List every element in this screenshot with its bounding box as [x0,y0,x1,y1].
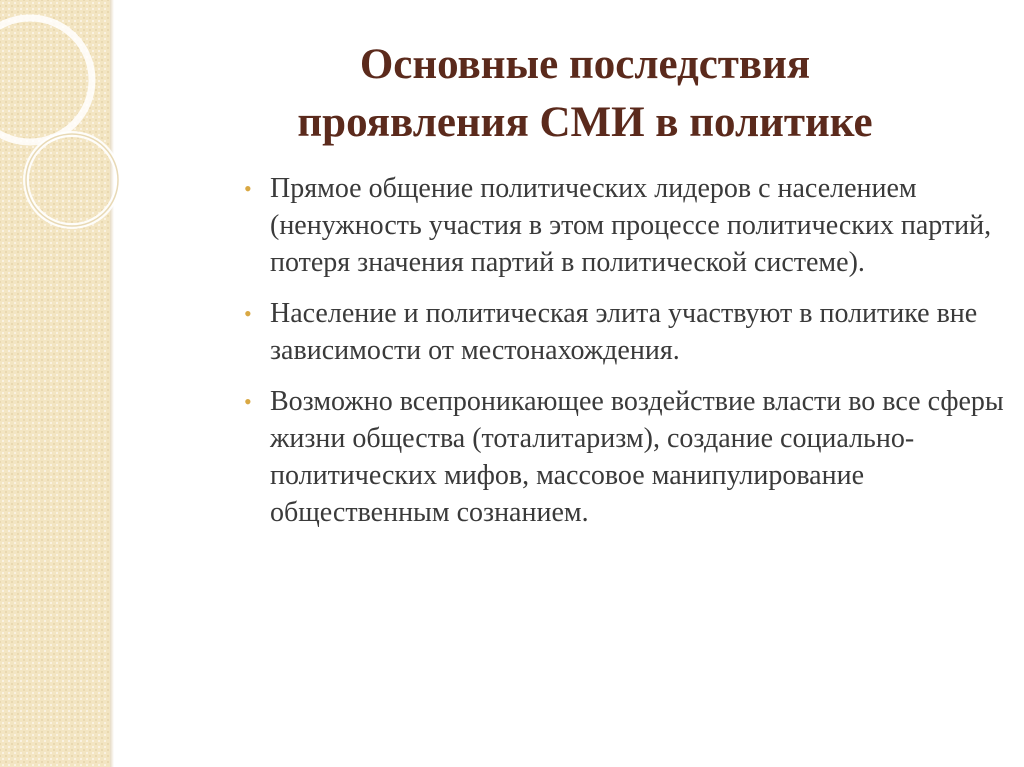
slide-title-line-2: проявления СМИ в политике [297,99,873,146]
bullet-item-3 [244,383,1004,531]
decorative-rings [0,0,130,260]
bullet-dot-icon: • [244,301,252,326]
bullet-text-2: Население и политическая элита участвуют в политике вне зависимости от местонахождения. [270,298,978,366]
bullet-item-1 [244,170,1004,281]
bullet-item-2 [244,295,1004,369]
bullet-text-1: Прямое общение политических лидеров с населением (ненужность участия в этом процессе политических партий, потеря значения партий в политической системе). [270,173,992,278]
bullet-dot-icon: • [244,176,252,201]
decorative-ring-large [0,18,92,142]
bullet-list [244,170,1004,545]
decorative-ring-small-inner [26,134,118,226]
bullet-dot-icon: • [244,389,252,414]
bullet-text-3: Возможно всепроникающее воздействие власти во все сферы жизни общества (тоталитаризм), создание социально-политических мифов, массовое манипулирование общественным сознанием. [270,386,1004,528]
slide-title [150,36,1020,152]
slide-title-line-1: Основные последствия [359,41,811,88]
